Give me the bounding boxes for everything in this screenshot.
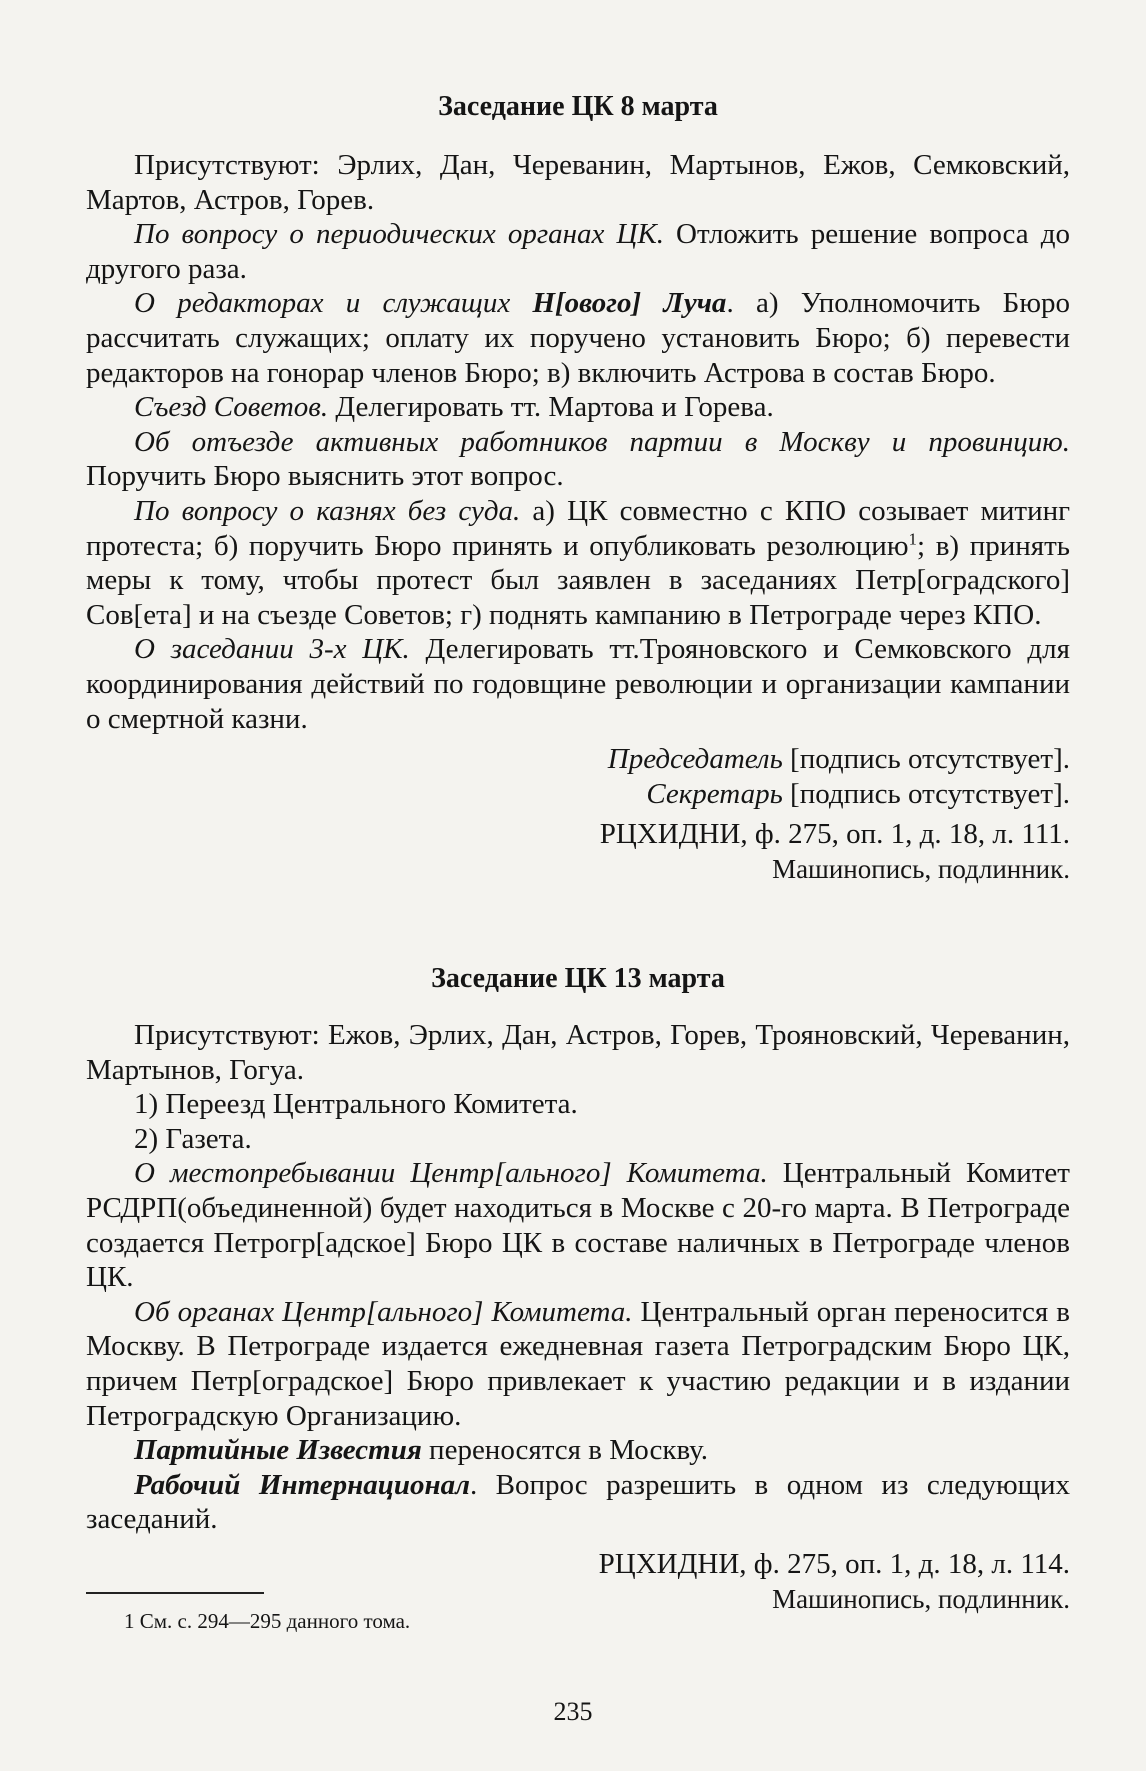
topic-text: ; в) принять меры к тому, чтобы протест был заявлен в заседаниях Петр[оградского] Сов[ета] и на съезде Советов; г) поднять кампанию в Петрограде через КПО. <box>86 529 1070 631</box>
three-cc-paragraph <box>86 632 1070 736</box>
attendance-paragraph: Присутствуют: Ежов, Эрлих, Дан, Астров, Горев, Трояновский, Череванин, Мартынов, Гогуа. <box>86 1019 1070 1086</box>
signature-note: [подпись отсутствует]. <box>782 777 1070 810</box>
topic-text: Делегировать тт. Мартова и Горева. <box>328 391 774 424</box>
topic-label: Об отъезде активных работников партии в Москву и провинцию. <box>134 425 1070 458</box>
footnote-divider <box>86 1592 264 1594</box>
party-news-paragraph <box>86 1433 1070 1468</box>
newspaper-title: Рабочий Интернационал <box>134 1468 470 1501</box>
topic-text: . а) Уполномочить Бюро рассчитать служащих; оплату их поручено установить Бюро; б) перевести редакторов на гонорар членов Бюро; в) включить Астрова в состав Бюро. <box>86 287 1070 389</box>
footnote-reference[interactable]: 1 <box>908 528 917 548</box>
executions-paragraph <box>86 494 1070 632</box>
section-title: Заседание ЦК 8 марта <box>438 91 718 122</box>
congress-paragraph <box>86 390 1070 425</box>
topic-text: Центральный Комитет РСДРП(объединенной) будет находиться в Москве с 20-го марта. В Петрограде создается Петрогр[адское] Бюро ЦК в составе наличных в Петрограде членов ЦК. <box>86 1157 1070 1294</box>
location-paragraph <box>86 1156 1070 1294</box>
topic-text: . Вопрос разрешить в одном из следующих заседаний. <box>86 1468 1070 1536</box>
attendance-paragraph: Присутствуют: Эрлих, Дан, Череванин, Мартынов, Ежов, Семковский, Мартов, Астров, Горев. <box>86 149 1070 216</box>
document-type: Машинопись, подлинник. <box>772 853 1070 884</box>
document-type: Машинопись, подлинник. <box>772 1583 1070 1614</box>
chairman-label: Председатель <box>607 743 783 776</box>
periodicals-paragraph <box>86 217 1070 286</box>
organs-paragraph <box>86 1295 1070 1433</box>
agenda-item: 2) Газета. <box>134 1122 252 1155</box>
secretary-signature-line <box>86 777 1070 812</box>
agenda-item: 1) Переезд Центрального Комитета. <box>134 1088 578 1121</box>
topic-label: Об органах Центр[ального] Комитета. <box>134 1295 633 1328</box>
topic-text: Центральный орган переносится в Москву. В Петрограде издается ежедневная газета Петроградским Бюро ЦК, причем Петр[оградское] Бюро привлекает к участию редакции и в издании Петроградскую Организацию. <box>86 1295 1070 1432</box>
secretary-label: Секретарь <box>646 777 783 810</box>
departure-paragraph <box>86 425 1070 494</box>
footnote <box>124 1608 410 1634</box>
topic-label: По вопросу о казнях без суда. <box>134 494 521 527</box>
topic-text: переносятся в Москву. <box>421 1434 708 1467</box>
archive-reference: РЦХИДНИ, ф. 275, оп. 1, д. 18, л. 114. <box>598 1547 1070 1580</box>
footnote-text: См. с. 294—295 данного тома. <box>134 1609 411 1633</box>
topic-label: О редакторах и служащих <box>134 287 533 320</box>
editors-paragraph <box>86 286 1070 390</box>
section-title: Заседание ЦК 13 марта <box>431 963 725 994</box>
topic-label: Съезд Советов. <box>134 391 329 424</box>
meeting-section-march-8 <box>86 90 1070 886</box>
topic-text: Поручить Бюро выяснить этот вопрос. <box>86 460 564 493</box>
topic-label: О местопребывании Центр[ального] Комитета. <box>134 1157 768 1190</box>
archive-reference: РЦХИДНИ, ф. 275, оп. 1, д. 18, л. 111. <box>599 818 1070 851</box>
newspaper-title: Партийные Известия <box>134 1434 422 1467</box>
signature-note: [подпись отсутствует]. <box>782 743 1070 776</box>
topic-text: Делегировать тт.Трояновского и Семковского для координирования действий по годовщине революции и организации кампании о смертной казни. <box>86 633 1070 735</box>
topic-text: а) ЦК совместно с КПО созывает митинг протеста; б) поручить Бюро принять и опубликовать резолюцию <box>86 494 1070 562</box>
meeting-section-march-13 <box>86 962 1070 1616</box>
topic-label: По вопросу о периодических органах ЦК. <box>134 218 664 251</box>
newspaper-title: Н[ового] Луча <box>532 287 727 320</box>
footnote-mark: 1 <box>124 1609 135 1633</box>
workers-international-paragraph <box>86 1468 1070 1537</box>
topic-label: О заседании 3-х ЦК. <box>134 633 410 666</box>
page-number: 235 <box>553 1697 593 1726</box>
topic-text: Отложить решение вопроса до другого раза. <box>86 218 1071 285</box>
chairman-signature-line <box>86 742 1070 777</box>
